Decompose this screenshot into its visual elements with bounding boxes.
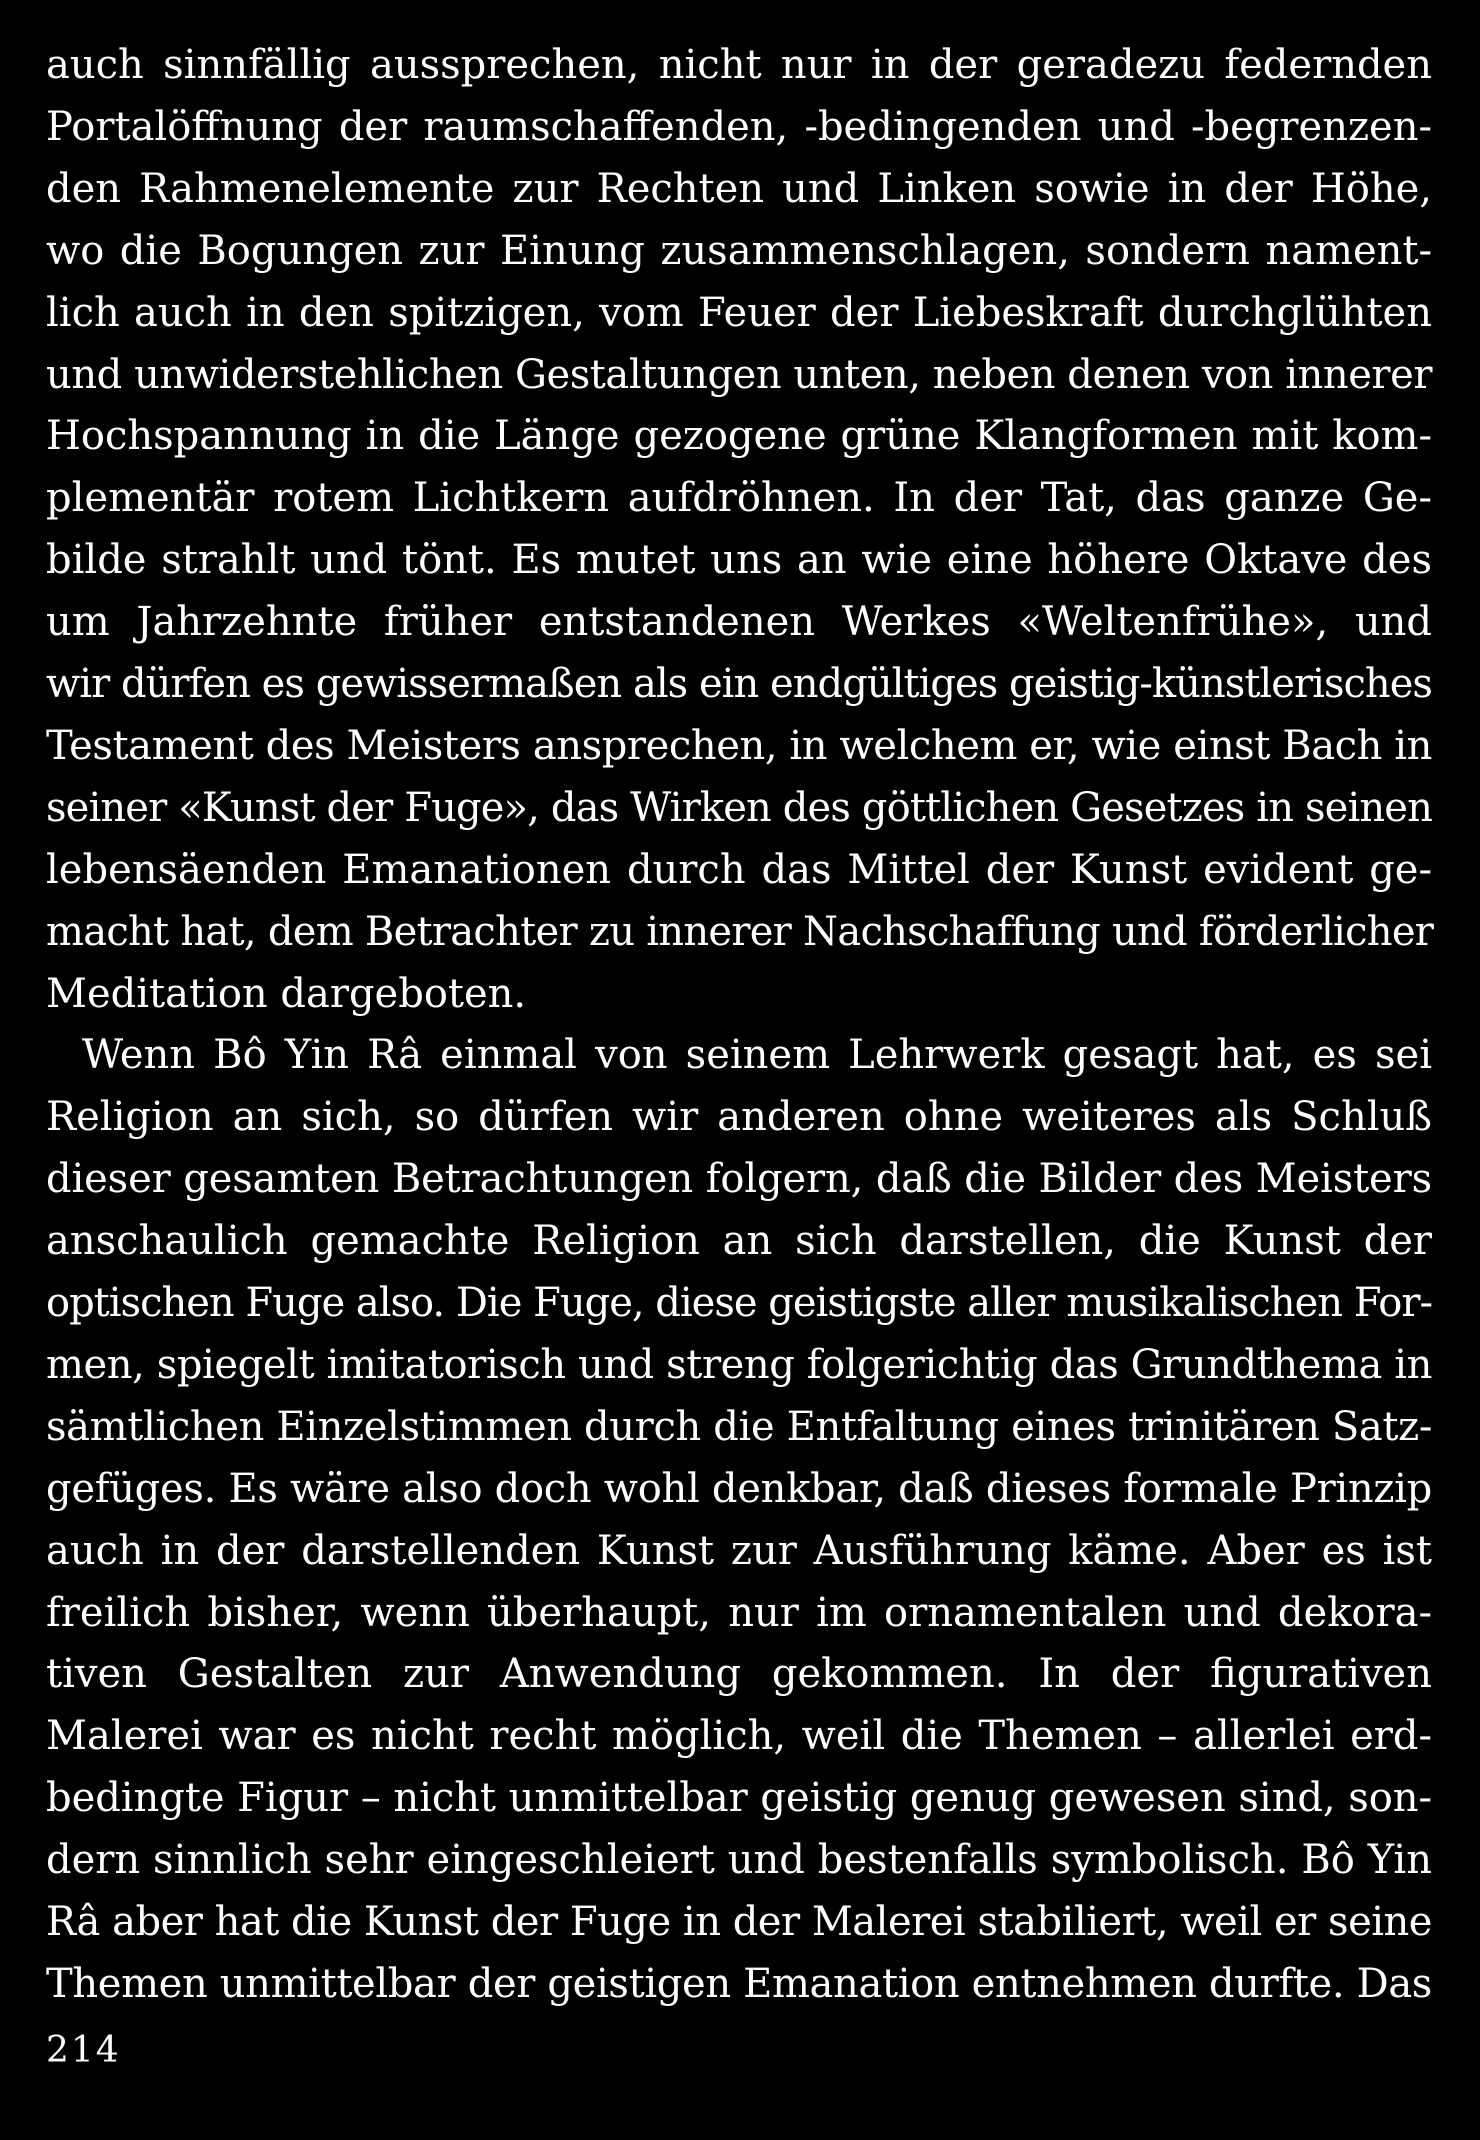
text-line: wo die Bogungen zur Einung zusammenschlagen, sondern nament-: [46, 227, 1432, 274]
text-line: bedingte Figur – nicht unmittelbar geistig genug gewesen sind, son-: [46, 1775, 1432, 1822]
text-line: optischen Fuge also. Die Fuge, diese geistigste aller musikalischen For-: [46, 1280, 1432, 1326]
text-line: Religion an sich, so dürfen wir anderen ohne weiteres als Schluß: [46, 1094, 1432, 1141]
text-line: seiner «Kunst der Fuge», das Wirken des göttlichen Gesetzes in seinen: [46, 784, 1432, 831]
text-line: Wenn Bô Yin Râ einmal von seinem Lehrwerk gesagt hat, es sei: [82, 1032, 1432, 1079]
text-line: Meditation dargeboten.: [46, 970, 527, 1017]
text-line: Malerei war es nicht recht möglich, weil die Themen – allerlei erd-: [46, 1713, 1432, 1760]
text-line: und unwiderstehlichen Gestaltungen unten, neben denen von innerer: [46, 351, 1433, 398]
text-line: lebensäenden Emanationen durch das Mittel der Kunst evident ge-: [46, 846, 1432, 893]
text-line: gefüges. Es wäre also doch wohl denkbar, daß dieses formale Prinzip: [46, 1465, 1433, 1512]
text-line: dieser gesamten Betrachtungen folgern, daß die Bilder des Meisters: [46, 1156, 1432, 1203]
text-line: anschaulich gemachte Religion an sich darstellen, die Kunst der: [46, 1218, 1432, 1265]
text-line: plementär rotem Lichtkern aufdröhnen. In der Tat, das ganze Ge-: [46, 475, 1432, 522]
text-line: bilde strahlt und tönt. Es mutet uns an wie eine höhere Oktave des: [46, 537, 1432, 584]
text-line: Themen unmittelbar der geistigen Emanation entnehmen durfte. Das: [46, 1960, 1432, 2007]
text-line: freilich bisher, wenn überhaupt, nur im ornamentalen und dekora-: [46, 1589, 1432, 1636]
text-line: Portalöffnung der raumschaffenden, -bedingenden und -begrenzen-: [46, 103, 1432, 150]
text-line: auch in der darstellenden Kunst zur Ausführung käme. Aber es ist: [46, 1527, 1432, 1574]
text-line: dern sinnlich sehr eingeschleiert und bestenfalls symbolisch. Bô Yin: [46, 1837, 1432, 1884]
page-number: 214: [46, 2030, 121, 2071]
text-line: Testament des Meisters ansprechen, in welchem er, wie einst Bach in: [46, 722, 1433, 769]
text-line: macht hat, dem Betrachter zu innerer Nachschaffung und förderlicher: [46, 908, 1434, 955]
text-line: wir dürfen es gewissermaßen als ein endgültiges geistig-künstlerisches: [46, 661, 1432, 707]
text-line: lich auch in den spitzigen, vom Feuer der Liebeskraft durchglühten: [46, 289, 1432, 336]
text-line: sämtlichen Einzelstimmen durch die Entfaltung eines trinitären Satz-: [46, 1403, 1433, 1450]
text-line: men, spiegelt imitatorisch und streng folgerichtig das Grundthema in: [46, 1341, 1432, 1388]
text-line: tiven Gestalten zur Anwendung gekommen. In der figurativen: [46, 1651, 1432, 1698]
text-line: auch sinnfällig aussprechen, nicht nur in der geradezu federnden: [46, 42, 1432, 88]
text-line: den Rahmenelemente zur Rechten und Linken sowie in der Höhe,: [46, 165, 1432, 212]
text-line: Râ aber hat die Kunst der Fuge in der Malerei stabiliert, weil er seine: [46, 1899, 1432, 1945]
text-line: Hochspannung in die Länge gezogene grüne Klangformen mit kom-: [46, 413, 1432, 460]
text-line: um Jahrzehnte früher entstandenen Werkes «Weltenfrühe», und: [46, 599, 1432, 646]
